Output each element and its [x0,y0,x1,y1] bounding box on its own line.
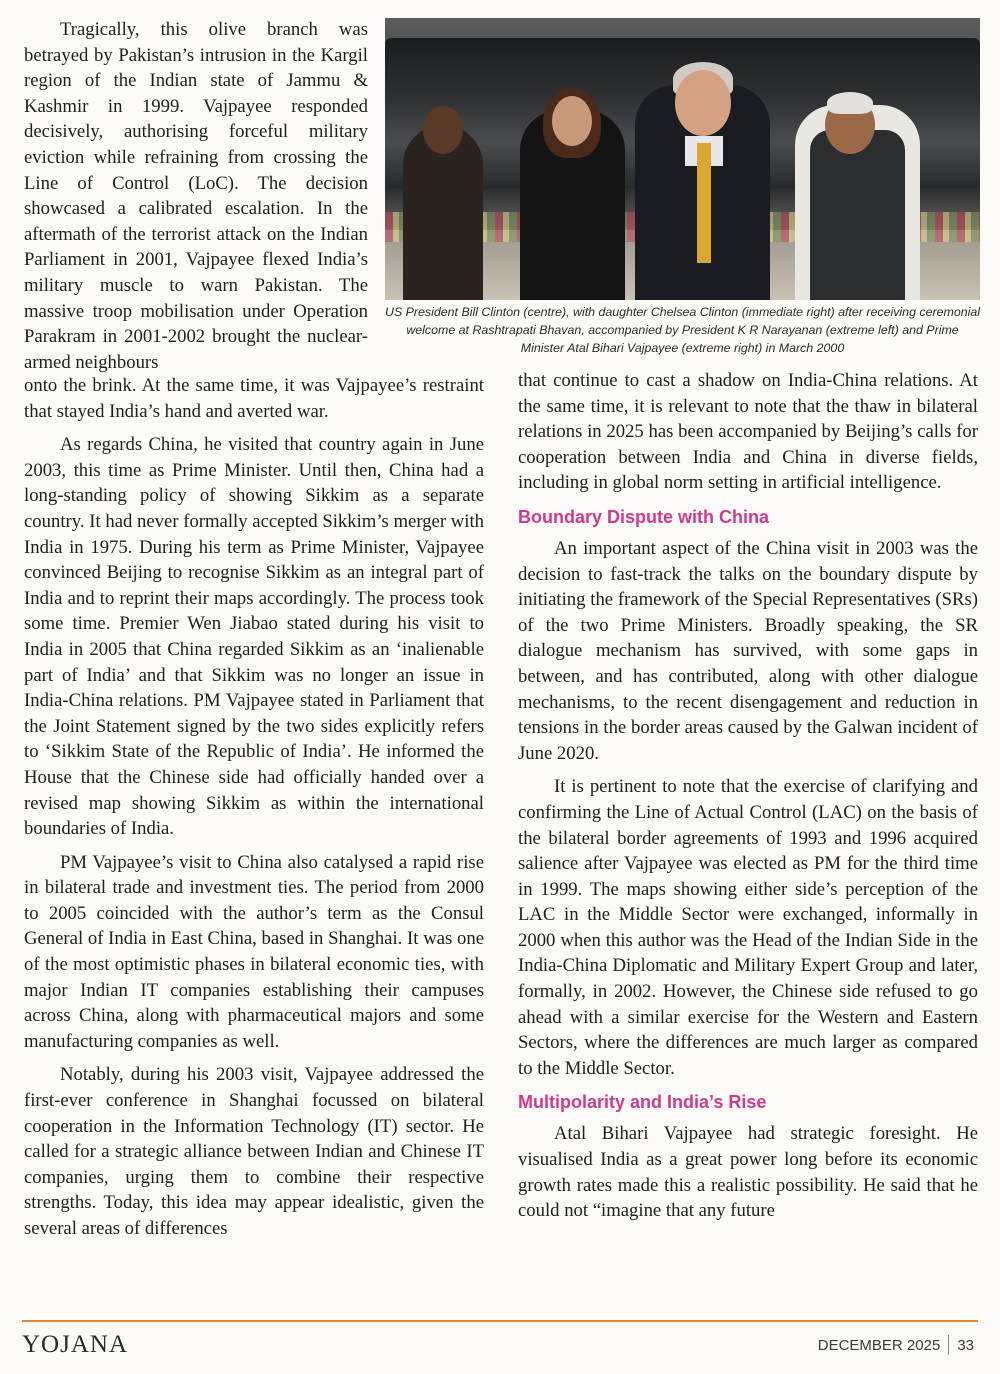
paragraph: It is pertinent to note that the exercise of clarifying and confirming the Line of Actual Control (LAC) on the basis of the bilateral border agreements of 1993 and 1996 acquired salience after Vajpayee was elected as PM for the third time in 1999. The maps showing either side’s perception of the LAC in the Middle Sector were exchanged, informally in 2000 when this author was the Head of the Indian Side in the India-China Diplomatic and Military Expert Group and later, formally, in 2002. However, the Chinese side refused to go ahead with a similar exercise for the Western and Eastern Sectors, where the differences are much larger as compared to the Middle Sector. [518,776,978,1079]
photo-head-centre [675,70,731,136]
photo-caption: US President Bill Clinton (centre), with daughter Chelsea Clinton (immediate right) after receiving ceremonial welcome at Rashtrapati Bhavan, accompanied by President K R Narayanan (extreme left) and Prime Minister Atal Bihari Vajpayee (extreme right) in March 2000 [385,305,981,355]
footer-divider [948,1335,949,1355]
paragraph: Notably, during his 2003 visit, Vajpayee addressed the first-ever conference in Shanghai focussed on bilateral cooperation in the Information Technology (IT) sector. He called for a strategic alliance between Indian and Chinese IT companies, urging them to combine their respective strengths. Today, this idea may appear idealistic, given the several areas of differences [24,1064,484,1239]
photo-hair-right [827,92,873,114]
photo-head-left [423,106,463,154]
column-left [24,373,484,1242]
column-top-left [24,17,368,375]
section-heading-boundary: Boundary Dispute with China [518,506,770,527]
photo-vest-right [810,130,905,300]
paragraph: Atal Bihari Vajpayee had strategic foresight. He visualised India as a great power long before its economic growth rates made this a realistic possibility. He said that he could not “imagine that any future [518,1123,978,1222]
paragraph: Tragically, this olive branch was betrayed by Pakistan’s intrusion in the Kargil region of the Indian state of Jammu & Kashmir in 1999. Vajpayee responded decisively, authorising forceful military eviction while refraining from crossing the Line of Control (LoC). The decision showcased a calibrated escalation. In the aftermath of the terrorist attack on the Indian Parliament in 2001, Vajpayee flexed India’s military muscle to warn Pakistan. The massive troop mobilisation under Operation Parakram in 2001-2002 brought the nuclear-armed neighbours [24,19,368,373]
footer-rule [22,1320,978,1322]
paragraph: An important aspect of the China visit in 2003 was the decision to fast-track the talks on the boundary dispute by initiating the framework of the Special Representatives (SRs) of the two Prime Ministers. Broadly speaking, the SR dialogue mechanism has survived, with some gaps in between, and has contributed, along with other dialogue mechanisms, to the recent disengagement and reduction in tensions in the border areas caused by the Galwan incident of June 2020. [518,537,978,764]
issue-date: DECEMBER 2025 [817,1336,941,1354]
news-photo [385,18,980,300]
section-heading-multipolarity: Multipolarity and India’s Rise [518,1092,767,1113]
paragraph-continued: that continue to cast a shadow on India-China relations. At the same time, it is relevant to note that the thaw in bilateral relations in 2025 has been accompanied by Beijing’s calls for cooperation between India and China in diverse fields, including in global norm setting in artificial intelligence. [518,370,978,494]
magazine-name: YOJANA [22,1331,128,1358]
paragraph-continued: onto the brink. At the same time, it was Vajpayee’s restraint that stayed India’s hand and averted war. [24,375,484,422]
paragraph: PM Vajpayee’s visit to China also catalysed a rapid rise in bilateral trade and investment ties. The period from 2000 to 2005 coincided with the author’s term as the Consul General of India in East China, based in Shanghai. It was one of the most optimistic phases in bilateral economic ties, with major Indian IT companies establishing their campuses across China, along with pharmaceutical majors and some manufacturing companies as well. [24,851,484,1052]
paragraph: As regards China, he visited that country again in June 2003, this time as Prime Minister. Until then, China had a long-standing policy of showing Sikkim as a separate country. It had never formally accepted Sikkim’s merger with India in 1975. During his term as Prime Minister, Vajpayee convinced Beijing to recognise Sikkim as an integral part of India and to reprint their maps accordingly. The process took some time. Premier Wen Jiabao stated during his visit to India in 2005 that China regarded Sikkim as an ‘inalienable part of India’ and that Sikkim was no longer an issue in India-China relations. PM Vajpayee stated in Parliament that the Joint Statement signed by the two sides explicitly refers to ‘Sikkim State of the Republic of India’. He informed the House that the Chinese side had officially handed over a revised map showing Sikkim as within the international boundaries of India. [24,434,484,840]
photo-tie-centre [697,143,711,263]
column-right [518,368,978,1224]
footer-issue-info [818,1335,974,1355]
page-number: 33 [957,1336,974,1354]
photo-head-second [552,96,592,146]
